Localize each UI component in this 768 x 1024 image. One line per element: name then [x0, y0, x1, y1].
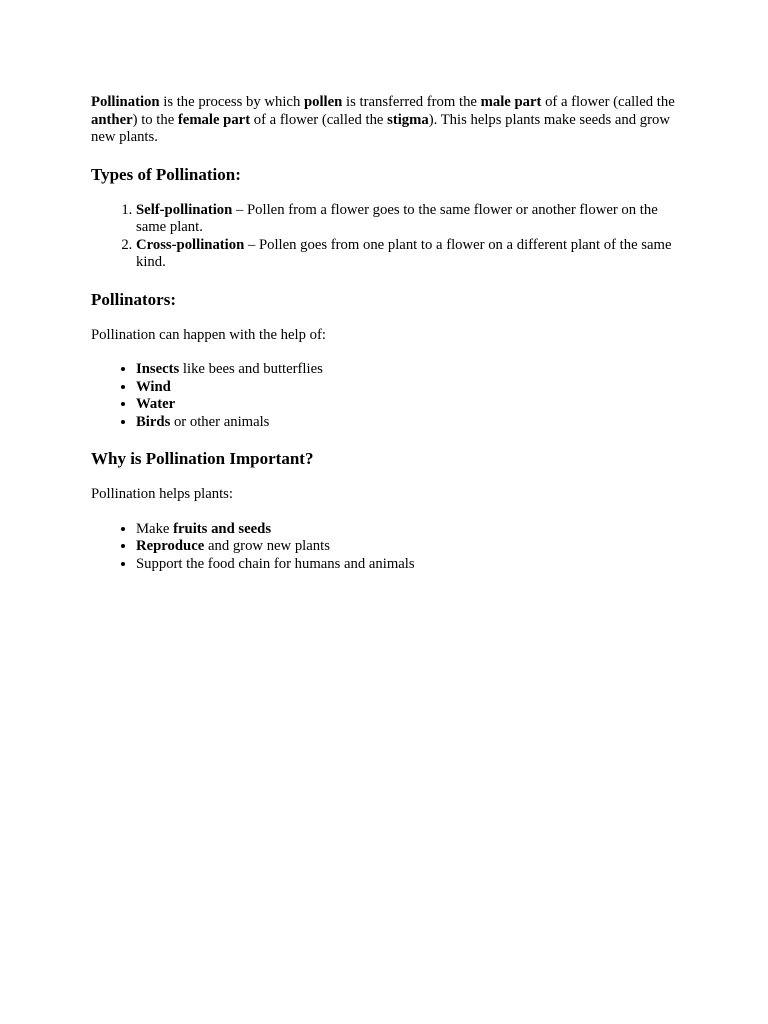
intro-text: of a flower (called the: [541, 94, 675, 110]
pollinators-list: [91, 361, 681, 431]
intro-paragraph: [91, 94, 681, 147]
term-female-part: female part: [177, 111, 251, 128]
importance-heading: Why is Pollination Important?: [91, 449, 314, 468]
list-item-term: Cross-pollination: [136, 236, 245, 253]
list-item-desc: like bees and butterflies: [179, 361, 323, 377]
list-item: [136, 361, 681, 379]
list-item-term: Water: [136, 396, 176, 412]
list-item: [136, 538, 681, 556]
list-item-term: Insects: [136, 361, 180, 377]
list-item-desc: and grow new plants: [204, 538, 330, 554]
importance-lead: Pollination helps plants:: [91, 486, 233, 502]
term-pollen: pollen: [303, 94, 343, 110]
list-item: [136, 414, 681, 432]
list-item-term: Wind: [136, 378, 171, 395]
list-item: [136, 202, 681, 237]
list-item-term: Birds: [136, 413, 171, 430]
list-item: [136, 521, 681, 539]
document-page: [91, 94, 681, 573]
intro-text: of a flower (called the: [250, 111, 388, 128]
list-item: [136, 396, 681, 414]
pollinators-lead: Pollination can happen with the help of:: [91, 326, 326, 343]
list-item-term: fruits and seeds: [173, 520, 272, 537]
list-item-desc: or other animals: [170, 413, 270, 430]
list-item-desc: – Pollen from a flower goes to the same flower or another flower on the same plant.: [136, 201, 658, 235]
list-item-desc: Support the food chain for humans and animals: [136, 555, 415, 572]
intro-text: ). This helps plants make seeds and grow new plants.: [91, 111, 670, 145]
term-male-part: male part: [480, 94, 542, 110]
list-item-term: Reproduce: [136, 538, 205, 554]
list-item-term: Self-pollination: [136, 201, 233, 218]
intro-text: is the process by which: [159, 94, 304, 110]
types-list: [91, 202, 681, 272]
intro-text: is transferred from the: [342, 94, 481, 110]
term-pollination: Pollination: [91, 94, 160, 110]
list-item: [136, 556, 681, 574]
list-item: [136, 237, 681, 272]
importance-list: [91, 521, 681, 574]
types-heading: Types of Pollination:: [91, 164, 241, 184]
list-item-desc: Make: [136, 520, 174, 537]
intro-text: ) to the: [132, 111, 178, 128]
pollinators-heading: Pollinators:: [91, 289, 176, 309]
list-item-desc: – Pollen goes from one plant to a flower on a different plant of the same kind.: [136, 236, 672, 270]
term-stigma: stigma: [387, 111, 429, 128]
list-item: [136, 379, 681, 397]
term-anther: anther: [91, 111, 133, 128]
